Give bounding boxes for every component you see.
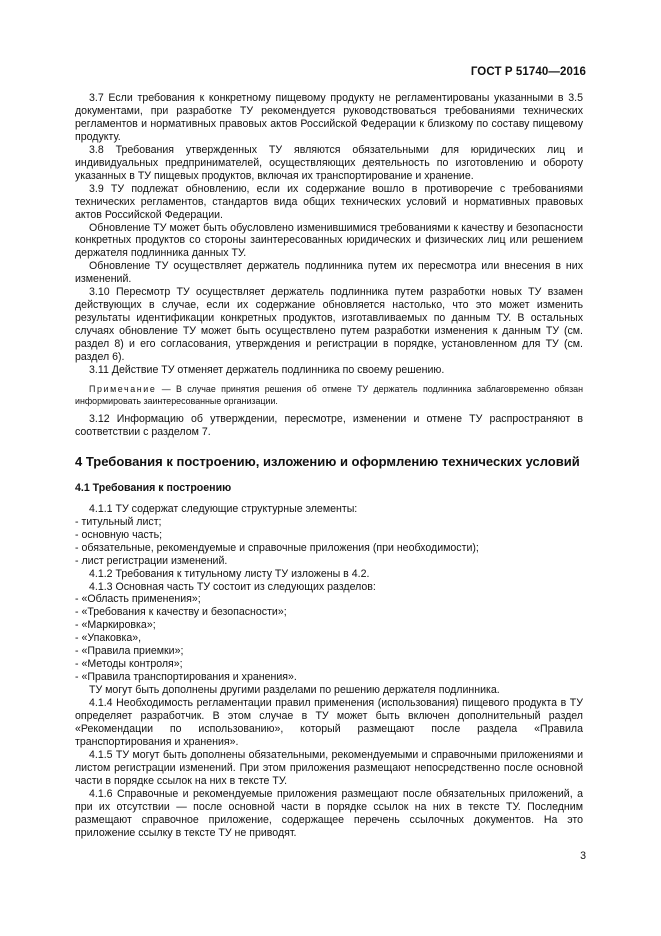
clause-3-9: 3.9 ТУ подлежат обновлению, если их содержание вошло в противоречие с требованиями технических регламентов, стандартов вида общих технических условий и нормативных правовых актов Российской Федерации.: [75, 182, 583, 221]
list-item: 4.1.1 ТУ содержат следующие структурные элементы:: [89, 502, 358, 515]
clause-4-1-4: 4.1.4 Необходимость регламентации правил применения (использования) пищевого продукта в ТУ определяет разработчик. В этом случае в ТУ может быть включен дополнительный раздел «Рекомендации по использованию», который размещают после раздела «Правила транспортирования и хранения».: [75, 697, 583, 748]
clause-3-7: 3.7 Если требования к конкретному пищевому продукту не регламентированы указанными в 3.5 документами, при разработке ТУ рекомендуется руководствоваться требованиями технических регламентов и нормативных правовых актов Российской Федерации к близкому по составу пищевому продукту.: [75, 92, 583, 143]
note: [75, 383, 583, 407]
list-item: - «Правила приемки»;: [75, 645, 184, 658]
subsection-4-1-title: 4.1 Требования к построению: [75, 481, 232, 494]
list-item: - «Правила транспортирования и хранения».: [75, 671, 297, 684]
note-text: — В случае принятия решения об отмене ТУ держатель подлинника заблаговременно обязан информировать заинтересованные организации.: [75, 383, 583, 407]
list-item: ТУ могут быть дополнены другими разделами по решению держателя подлинника.: [89, 684, 500, 697]
list-item: - «Область применения»;: [75, 593, 201, 606]
list-item: - «Требования к качеству и безопасности»;: [75, 606, 287, 619]
list-item: - основную часть;: [75, 528, 163, 541]
list-item: - «Маркировка»;: [75, 619, 156, 632]
list-item: - обязательные, рекомендуемые и справочные приложения (при необходимости);: [75, 541, 479, 554]
list-item: 4.1.3 Основная часть ТУ состоит из следующих разделов:: [89, 580, 376, 593]
page-number: 3: [580, 850, 586, 862]
document-code-header: ГОСТ Р 51740—2016: [470, 66, 586, 78]
note-label: Примечание: [89, 383, 157, 394]
page-body: [75, 92, 583, 840]
clause-3-12: 3.12 Информацию об утверждении, пересмотре, изменении и отмене ТУ распространяют в соответствии с разделом 7.: [75, 413, 583, 439]
clause-4-1-6: 4.1.6 Справочные и рекомендуемые приложения размещают после обязательных приложений, а при их отсутствии — после основной части в порядке ссылок на них в тексте ТУ. Последним размещают справочное приложение, содержащее перечень ссылочных документов. На это приложение ссылку в тексте ТУ не приводят.: [75, 787, 583, 839]
clause-4-1-5: 4.1.5 ТУ могут быть дополнены обязательными, рекомендуемыми и справочными приложениями и листом регистрации изменений. При этом приложения размещают непосредственно после основной части в порядке ссылок на них в тексте ТУ.: [75, 748, 583, 787]
list-item: - лист регистрации изменений.: [75, 554, 228, 567]
clause-3-9-update-reason: Обновление ТУ может быть обусловлено изменившимися требованиями к качеству и безопасности конкретных продуктов со стороны заинтересованных юридических и физических лиц или решением держателя подлинника данных ТУ.: [75, 221, 583, 260]
clause-3-10: 3.10 Пересмотр ТУ осуществляет держатель подлинника путем разработки новых ТУ взамен действующих в случае, если их содержание обновляется настолько, что это может изменить результаты идентификации конкретных продуктов, изготавливаемых по данным ТУ. В остальных случаях обновление ТУ может быть осуществлено путем разработки изменения к данным ТУ (см. раздел 8) и его согласования, утверждения и регистрации в порядке, установленном для ТУ (см. раздел 6).: [75, 286, 583, 364]
list-item: - титульный лист;: [75, 515, 162, 528]
list-item: 4.1.2 Требования к титульному листу ТУ изложены в 4.2.: [89, 567, 370, 580]
clause-3-8: 3.8 Требования утвержденных ТУ являются обязательными для юридических лиц и индивидуальных предпринимателей, осуществляющих деятельность по изготовлению и обороту указанных в ТУ пищевых продуктов, включая их транспортирование и хранение.: [75, 143, 583, 182]
list-item: - «Упаковка»,: [75, 632, 142, 645]
clause-3-9-update-method: Обновление ТУ осуществляет держатель подлинника путем их пересмотра или внесения в них изменений.: [75, 260, 583, 286]
list-item: - «Методы контроля»;: [75, 658, 183, 671]
section-4-title: 4 Требования к построению, изложению и оформлению технических условий: [75, 454, 580, 470]
clause-3-11: 3.11 Действие ТУ отменяет держатель подлинника по своему решению.: [89, 364, 445, 377]
